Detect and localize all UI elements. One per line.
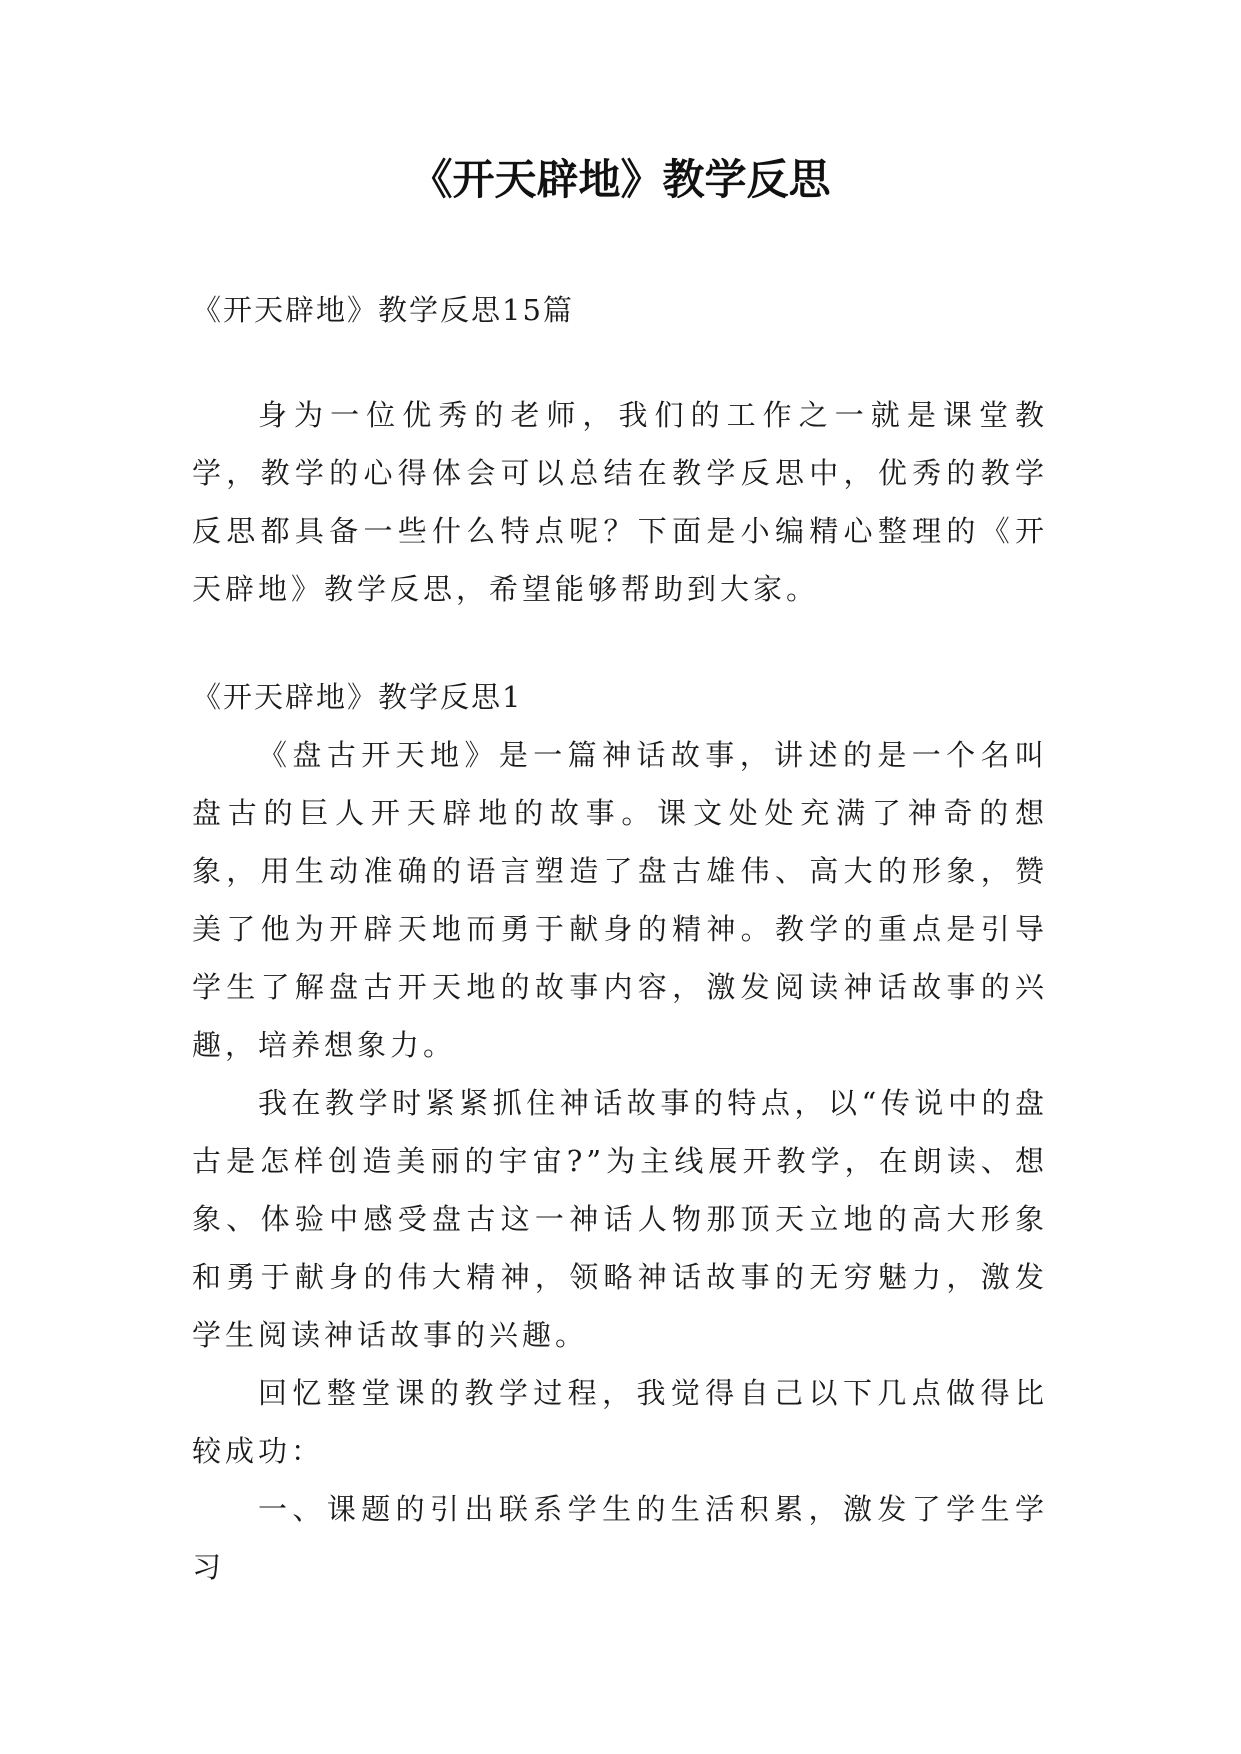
body-paragraph: 我在教学时紧紧抓住神话故事的特点，以“传说中的盘古是怎样创造美丽的宇宙?”为主线展开教学，在朗读、想象、体验中感受盘古这一神话人物那顶天立地的高大形象和勇于献身的伟大精神，领略神话故事的无穷魅力，激发学生阅读神话故事的兴趣。	[192, 1086, 1048, 1352]
body-paragraph: 《盘古开天地》是一篇神话故事，讲述的是一个名叫盘古的巨人开天辟地的故事。课文处处充满了神奇的想象，用生动准确的语言塑造了盘古雄伟、高大的形象，赞美了他为开辟天地而勇于献身的精神。教学的重点是引导学生了解盘古开天地的故事内容，激发阅读神话故事的兴趣，培养想象力。	[192, 738, 1048, 1062]
document-subtitle: 《开天辟地》教学反思15篇	[192, 293, 574, 327]
intro-paragraph: 身为一位优秀的老师，我们的工作之一就是课堂教学，教学的心得体会可以总结在教学反思中，优秀的教学反思都具备一些什么特点呢？下面是小编精心整理的《开天辟地》教学反思，希望能够帮助到大家。	[192, 398, 1048, 606]
document-body	[192, 290, 1048, 1596]
document-title: 《开天辟地》教学反思	[410, 155, 831, 204]
section-heading: 《开天辟地》教学反思1	[192, 680, 523, 714]
body-paragraph: 回忆整堂课的教学过程，我觉得自己以下几点做得比较成功：	[192, 1376, 1048, 1468]
body-paragraph: 一、课题的引出联系学生的生活积累，激发了学生学习	[192, 1492, 1048, 1584]
